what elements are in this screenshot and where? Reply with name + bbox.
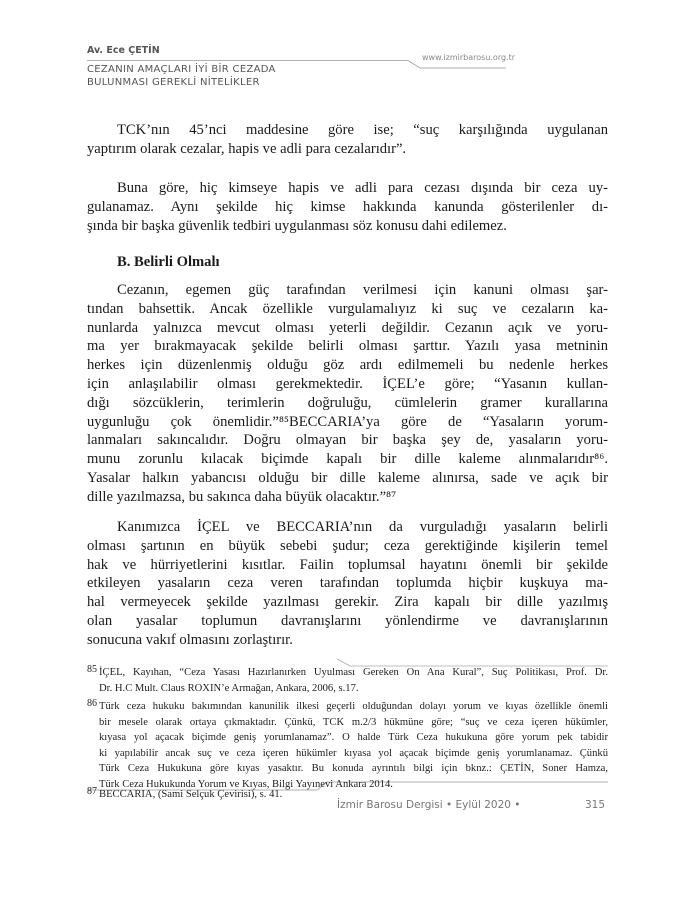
text-line: herkes için düzenlenmiş olduğu göz ardı edilmemeli bu nedenle herkes — [87, 357, 608, 374]
footnote-line: İÇEL, Kayıhan, “Ceza Yasası Hazırlanırken Uyulması Gereken On Ana Kural”, Suç Politikası, Prof. Dr. — [99, 667, 608, 678]
text-line: TCK’nın 45’nci maddesine göre ise; “suç karşılığında uygulanan — [117, 122, 608, 138]
text-line: Buna göre, hiç kimseye hapis ve adli para cezası dışında bir ceza uy- — [117, 180, 608, 196]
text-line: gulanamaz. Aynı şekilde hiç kimse hakkında kanunda gösterilenler dı- — [87, 198, 608, 215]
text-line: için anlaşılabilir olması gerekmektedir. İÇEL’e göre; “Yasanın kullan- — [87, 375, 608, 392]
paragraph — [87, 518, 608, 650]
footnote-line: Dr. H.C Mult. Claus ROXIN’e Armağan, Ankara, 2006, s.17. — [99, 682, 359, 694]
footnote-line: Türk ceza hukuku bakımından kanunilik ilkesi geçerli olduğundan dolayı yorum ve kıyas özellikle önemli — [99, 701, 608, 712]
text-line: Kanımızca İÇEL ve BECCARIA’nın da vurguladığı yasaların belirli — [117, 519, 608, 535]
text-line: hal vermeyecek şekilde yazılması gerekir. Zira kapalı bir dille yazılmış — [87, 594, 608, 611]
text-line: lanmaları sakıncalıdır. Doğru olmayan bir başka şey de, yasaların yoru- — [87, 432, 608, 449]
footnote-number: 87 — [87, 786, 97, 797]
footnote-line: kıyasa yol açacak biçimde geniş yorumlanamaz”. O halde Türk Ceza hukukuna göre yorum pek tabidir — [99, 732, 608, 744]
paragraph — [87, 121, 608, 159]
text-line: şında bir başka güvenlik tedbiri uygulanması söz konusu dahi edilemez. — [87, 217, 507, 234]
text-line: uygunluğu çok önemlidir.”⁸⁵BECCARIA’ya göre de “Yasaların yorum- — [87, 413, 608, 430]
footnote-line: Türk Ceza Hukukuna göre kıyas yasaktır. Bu konuda ayrıntılı bilgi için bknz.: ÇETİN, Soner Hamza, — [99, 763, 608, 775]
footnote-number: 85 — [87, 664, 97, 675]
section-heading: B. Belirli Olmalı — [117, 254, 220, 270]
text-line: hak ve hürriyetlerini kısıtlar. Failin toplumsal hayatını önemli bir şekilde — [87, 556, 608, 573]
text-line: ma yer bırakmayacak şekilde belirli olması şarttır. Yazılı yasa metninin — [87, 338, 608, 355]
text-line: sonucuna vakıf olmasını zorlaştırır. — [87, 631, 293, 648]
text-line: tından bahsettik. Ancak özellikle vurgulamalıyız ki suç ve cezaların ka- — [87, 300, 608, 317]
text-line: yaptırım olarak cezalar, hapis ve adli para cezalarıdır”. — [87, 140, 407, 157]
footnote-line: BECCARIA, (Sami Selçuk Çevirisi), s. 41. — [99, 789, 283, 800]
header-rule — [87, 61, 506, 69]
running-title-line: CEZANIN AMAÇLARI İYİ BİR CEZADA — [87, 64, 276, 75]
text-line: Cezanın, egemen güç tarafından verilmesi için kanuni olması şar- — [117, 282, 608, 298]
text-line: olması şartının en büyük sebebi şudur; ceza gerektiğinde kişilerin temel — [87, 537, 608, 554]
text-line: dığı sözcüklerin, terimlerin doğruluğu, cümlelerin gramer kurallarına — [87, 394, 608, 411]
author-name: Av. Ece ÇETİN — [87, 45, 160, 56]
text-line: munu zorunlu kılacak biçimde kapalı bir dille kaleme alınmalarıdır⁸⁶. — [87, 451, 608, 468]
footnote-line: ki yapılabilir ancak suç ve ceza içeren hükümler kıyasa yol açacak biçimde geniş yorumlanamaz. Çünkü — [99, 747, 608, 759]
paragraph — [87, 281, 608, 507]
footnote-line: bir mesele olarak ortaya çıkmaktadır. Çünkü, TCK m.2/3 hükmüne göre; “suç ve ceza içeren hükümler, — [99, 716, 608, 728]
text-line: olan yasalar toplumun davranışlarını yönlendirme ve davranışlarının — [87, 612, 608, 629]
text-line: nunlarda yalnızca mevcut olması yeterli değildir. Cezanın açık ve yoru- — [87, 319, 608, 336]
footnote-line: Türk Ceza Hukukunda Yorum ve Kıyas, Bilgi Yayınevi Ankara 2014. — [99, 778, 393, 790]
text-line: etkileyen yasaların ceza veren tarafından toplumda hiçbir kuşkuya ma- — [87, 575, 608, 592]
footnote-text — [99, 665, 608, 696]
footnote-number: 86 — [87, 698, 97, 709]
journal-footer: İzmir Barosu Dergisi • Eylül 2020 • — [337, 799, 521, 811]
text-line: Yasalar halkın yabancısı olduğu bir dille kaleme alınırsa, sade ve açık bir — [87, 469, 608, 486]
website-link[interactable]: www.izmirbarosu.org.tr — [422, 53, 516, 62]
paragraph — [87, 179, 608, 235]
page-number: 315 — [585, 799, 606, 811]
footnote — [87, 699, 608, 793]
text-line: dille yazılmazsa, bu sakınca daha büyük olacaktır.”⁸⁷ — [87, 488, 397, 505]
footnote — [87, 665, 608, 696]
footnote-text — [99, 699, 608, 793]
running-title-line: BULUNMASI GEREKLİ NİTELİKLER — [87, 77, 260, 88]
